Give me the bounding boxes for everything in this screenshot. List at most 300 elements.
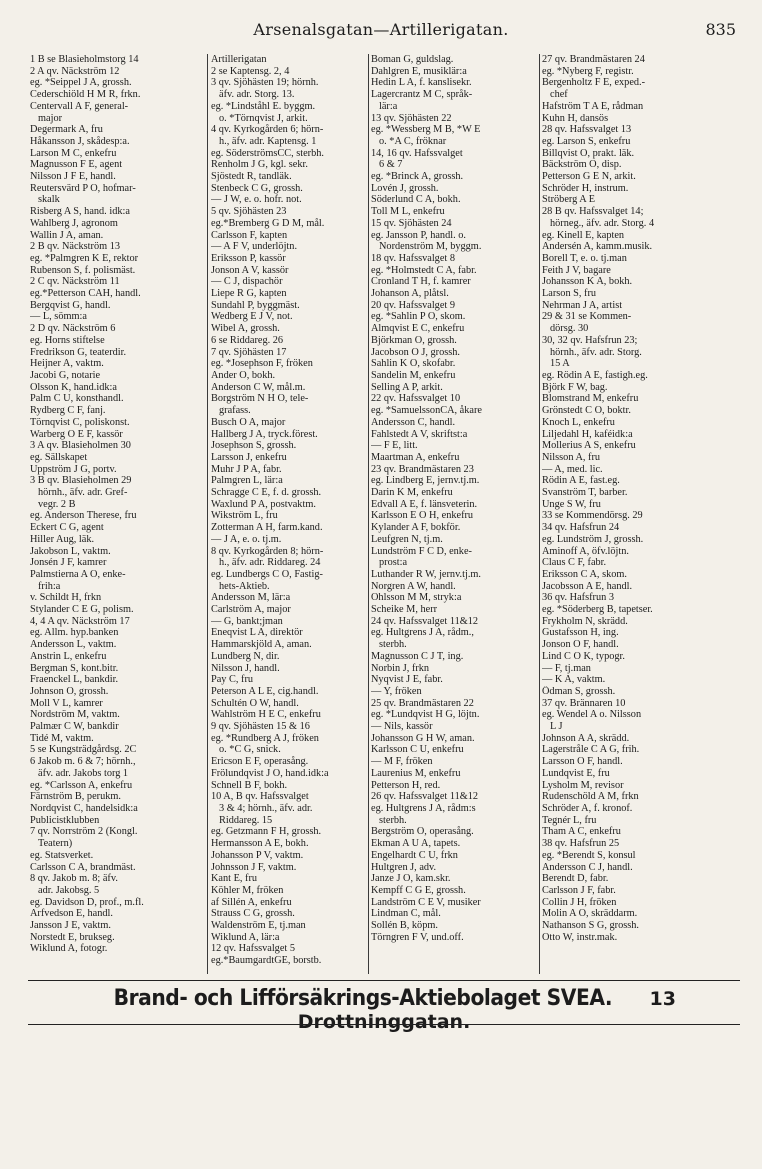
advert-bottom-rule bbox=[28, 1024, 740, 1025]
directory-entry: Söderlund C A, bokh. bbox=[371, 194, 461, 206]
directory-entry: eg. Anderson Therese, fru bbox=[30, 510, 137, 522]
directory-entry: eg.*BaumgardtGE, borstb. bbox=[211, 955, 322, 967]
directory-entry: Johansson G H W, aman. bbox=[371, 732, 475, 744]
directory-entry: eg. Horns stiftelse bbox=[30, 334, 105, 346]
directory-entry: 4, 4 A qv. Näckström 17 bbox=[30, 615, 130, 627]
directory-entry: Gustafsson H, ing. bbox=[542, 627, 619, 639]
directory-entry: Eneqvist L A, direktör bbox=[211, 627, 303, 639]
directory-entry: 12 qv. Hafssvalget 5 bbox=[211, 943, 295, 955]
directory-entry: Palmstierna A O, enke- bbox=[30, 568, 126, 580]
directory-entry: Larsson O F, handl. bbox=[542, 756, 623, 768]
directory-entry: Hammarskjöld A, aman. bbox=[211, 639, 312, 651]
directory-entry: Lindman C, mål. bbox=[371, 908, 441, 920]
directory-entry: vegr. 2 B bbox=[38, 498, 76, 510]
directory-entry: Wahlberg J, agronom bbox=[30, 217, 118, 229]
directory-entry: Lind C O K, typogr. bbox=[542, 650, 625, 662]
directory-entry: Bergenholtz F E, exped.- bbox=[542, 77, 646, 89]
directory-entry: 6 Jakob m. 6 & 7; hörnh., bbox=[30, 756, 136, 768]
directory-entry: skalk bbox=[38, 194, 60, 206]
directory-entry: eg. *Carlsson A, enkefru bbox=[30, 779, 133, 791]
directory-entry: v. Schildt H, frkn bbox=[30, 592, 102, 604]
directory-entry: Strauss C G, grossh. bbox=[211, 908, 295, 920]
directory-entry: Hallberg J A, tryck.förest. bbox=[211, 428, 318, 440]
directory-entry: Nordström M, vaktm. bbox=[30, 709, 120, 721]
directory-entry: eg. Hultgrens J A, rådm:s bbox=[371, 803, 476, 814]
directory-entry: 3 qv. Sjöhästen 19; hörnh. bbox=[211, 77, 319, 89]
directory-entry: Nilsson J F E, handl. bbox=[30, 171, 116, 183]
directory-entry: Carlsson J F, fabr. bbox=[542, 884, 616, 896]
directory-entry: äfv. adr. Storg. 13. bbox=[219, 89, 295, 101]
directory-entry: 20 qv. Hafssvalget 9 bbox=[371, 299, 455, 311]
directory-entry: eg. Lundbergs C O, Fastig- bbox=[211, 568, 323, 580]
directory-entry: Nilsson A, fru bbox=[542, 451, 601, 463]
directory-entry: 5 qv. Sjöhästen 23 bbox=[211, 206, 287, 218]
directory-entry: Waldenström E, tj.man bbox=[211, 920, 306, 932]
directory-column-3 bbox=[371, 54, 538, 974]
directory-entry: Petterson G E N, arkit. bbox=[542, 171, 636, 183]
directory-entry: hets-Aktieb. bbox=[219, 580, 270, 592]
directory-entry: 8 qv. Kyrkogården 8; hörn- bbox=[211, 545, 324, 557]
directory-entry: Johnson A A, skrädd. bbox=[542, 732, 630, 744]
directory-entry: Lundström F C D, enke- bbox=[371, 545, 472, 557]
directory-entry: 27 qv. Brandmästaren 24 bbox=[542, 54, 645, 65]
directory-entry: — A F V, underlöjtn. bbox=[211, 241, 298, 253]
directory-entry: 13 qv. Sjöhästen 22 bbox=[371, 112, 452, 124]
directory-entry: äfv. adr. Jakobs torg 1 bbox=[38, 767, 129, 779]
directory-entry: Bäckström O, disp. bbox=[542, 159, 622, 171]
directory-entry: — L, sömm:a bbox=[30, 311, 87, 323]
page-header bbox=[0, 18, 762, 46]
directory-entry: Dahlgren E, musiklär:a bbox=[371, 65, 467, 77]
page-title: Arsenalsgatan—Artillerigatan. bbox=[253, 20, 509, 39]
directory-entry: eg. *Holmstedt C A, fabr. bbox=[371, 264, 477, 276]
column-divider bbox=[368, 54, 369, 974]
directory-entry: 33 se Kommendörsg. 29 bbox=[542, 510, 643, 522]
directory-entry: Lovén J, grossh. bbox=[371, 182, 439, 194]
directory-entry: eg. *Lindståhl E. byggm. bbox=[211, 100, 316, 112]
directory-entry: 9 qv. Sjöhästen 15 & 16 bbox=[211, 721, 310, 733]
directory-entry: 1 B se Blasieholmstorg 14 bbox=[30, 54, 139, 65]
directory-entry: Zotterman A H, farm.kand. bbox=[211, 522, 323, 534]
directory-entry: 4 qv. Kyrkogården 6; hörn- bbox=[211, 124, 324, 136]
column-divider bbox=[207, 54, 208, 974]
directory-entry: Johansson P V, vaktm. bbox=[211, 849, 304, 861]
directory-entry: Bergman S, kont.bitr. bbox=[30, 662, 119, 674]
directory-entry: Carlström A, major bbox=[211, 604, 291, 616]
directory-entry: Tegnér L, fru bbox=[542, 814, 597, 826]
directory-entry: Magnusson F E, agent bbox=[30, 159, 123, 171]
directory-entry: Toll M L, enkefru bbox=[371, 206, 445, 218]
directory-entry: Unge S W, fru bbox=[542, 498, 601, 510]
directory-entry: 2 B qv. Näckström 13 bbox=[30, 241, 120, 253]
directory-entry: eg. *Wessberg M B, *W E bbox=[371, 124, 481, 136]
directory-entry: Feith J V, bagare bbox=[542, 264, 611, 276]
directory-entry: 15 A bbox=[550, 358, 570, 370]
directory-entry: lär:a bbox=[379, 100, 398, 112]
directory-entry: Frölundqvist J O, hand.idk:a bbox=[211, 767, 329, 779]
directory-entry: h., äfv. adr. Riddareg. 24 bbox=[219, 557, 321, 569]
directory-entry: eg.*Bremberg G D M, mål. bbox=[211, 217, 325, 229]
directory-entry: Aminoff A, öfv.löjtn. bbox=[542, 545, 629, 557]
directory-entry: dörsg. 30 bbox=[550, 323, 589, 335]
directory-entry: Björkman O, grossh. bbox=[371, 334, 457, 346]
directory-entry: Landström C E V, musiker bbox=[371, 896, 481, 908]
directory-entry: eg. Statsverket. bbox=[30, 849, 94, 861]
directory-entry: Tham A C, enkefru bbox=[542, 826, 621, 838]
directory-entry: 34 qv. Hafsfrun 24 bbox=[542, 522, 620, 534]
directory-entry: Nordqvist C, handelsidk:a bbox=[30, 803, 138, 814]
directory-entry: Cronland T H, f. kamrer bbox=[371, 276, 471, 288]
directory-entry: Rydberg C F, fanj. bbox=[30, 405, 106, 417]
directory-entry: Wallin J A, aman. bbox=[30, 229, 104, 241]
directory-entry: Fahlstedt A V, skriftst:a bbox=[371, 428, 468, 440]
directory-entry: Leufgren N, tj.m. bbox=[371, 533, 443, 545]
directory-entry: Schragge C E, f. d. grossh. bbox=[211, 487, 322, 499]
directory-entry: eg. Jansson P, handl. o. bbox=[371, 229, 466, 241]
directory-entry: 30, 32 qv. Hafsfrun 23; bbox=[542, 334, 638, 346]
directory-entry: Ödman S, grossh. bbox=[542, 685, 616, 697]
directory-entry: Bergqvist G, handl. bbox=[30, 299, 111, 311]
directory-entry: Ander O, bokh. bbox=[211, 369, 276, 381]
directory-entry: Kant E, fru bbox=[211, 873, 258, 885]
directory-entry: 6 & 7 bbox=[379, 159, 403, 171]
directory-entry: Jansson J E, vaktm. bbox=[30, 920, 111, 932]
directory-entry: Almqvist E C, enkefru bbox=[371, 323, 465, 335]
directory-entry: Larsson J, enkefru bbox=[211, 451, 287, 463]
directory-entry: Jacobi G, notarie bbox=[30, 369, 101, 381]
directory-entry: Laurenius M, enkefru bbox=[371, 767, 461, 779]
directory-entry: Svanström T, barber. bbox=[542, 487, 628, 499]
directory-entry: Nathanson S G, grossh. bbox=[542, 920, 639, 932]
directory-entry: L J bbox=[550, 721, 563, 733]
directory-entry: Ericson E F, operasång. bbox=[211, 756, 309, 768]
directory-entry: Cederschiöld H M R, frkn. bbox=[30, 89, 141, 101]
directory-entry: Sjöstedt R, tandläk. bbox=[211, 171, 292, 183]
directory-entry: eg. Kinell E, kapten bbox=[542, 229, 625, 241]
directory-entry: 18 qv. Hafssvalget 8 bbox=[371, 252, 455, 264]
directory-entry: — F E, litt. bbox=[371, 440, 418, 452]
directory-entry: eg. *Nyberg F, registr. bbox=[542, 65, 634, 77]
directory-entry: Wiklund A, fotogr. bbox=[30, 943, 108, 955]
directory-entry: grafass. bbox=[219, 405, 251, 417]
directory-entry: Ekman A U A, tapets. bbox=[371, 838, 461, 850]
directory-entry: Norbin J, frkn bbox=[371, 662, 430, 674]
directory-entry: Nyqvist J E, fabr. bbox=[371, 674, 443, 686]
directory-entry: Muhr J P A, fabr. bbox=[211, 463, 282, 475]
directory-entry: Anstrin L, enkefru bbox=[30, 650, 107, 662]
directory-entry: Borell T, e. o. tj.man bbox=[542, 252, 627, 264]
directory-entry: Hultgren J, adv. bbox=[371, 861, 437, 873]
directory-entry: Karlsson C U, enkefru bbox=[371, 744, 464, 756]
directory-entry: eg. Davidson D, prof., m.fl. bbox=[30, 896, 144, 908]
directory-entry: hörnh., äfv. adr. Storg. bbox=[550, 346, 642, 358]
column-divider bbox=[539, 54, 540, 974]
directory-entry: Stenbeck C G, grossh. bbox=[211, 182, 303, 194]
directory-entry: eg. *Söderberg B, tapetser. bbox=[542, 604, 653, 616]
directory-entry: Kuhn H, dansös bbox=[542, 112, 609, 124]
directory-entry: adr. Jakobsg. 5 bbox=[38, 884, 100, 896]
directory-entry: Johansson K A, bokh. bbox=[542, 276, 633, 288]
directory-entry: 36 qv. Hafsfrun 3 bbox=[542, 592, 614, 604]
directory-entry: Reutersvärd P O, hofmar- bbox=[30, 182, 136, 194]
directory-entry: Mollerius A S, enkefru bbox=[542, 440, 636, 452]
directory-entry: Billqvist O, prakt. läk. bbox=[542, 147, 635, 159]
directory-entry: Törnqvist C, poliskonst. bbox=[30, 416, 130, 428]
directory-entry: Kylander A F, bokför. bbox=[371, 522, 461, 534]
directory-entry: eg. *Josephson F, fröken bbox=[211, 358, 313, 370]
directory-entry: 5 se Kungsträdgårdsg. 2C bbox=[30, 744, 137, 756]
directory-entry: Larson M C, enkefru bbox=[30, 147, 117, 159]
directory-entry: Björk F W, bag. bbox=[542, 381, 608, 393]
directory-entry: sterbh. bbox=[379, 639, 407, 651]
directory-entry: Selling A P, arkit. bbox=[371, 381, 443, 393]
directory-entry: Darin K M, enkefru bbox=[371, 487, 453, 499]
directory-column-2 bbox=[211, 54, 367, 974]
directory-entry: eg. *Berendt S, konsul bbox=[542, 849, 636, 861]
directory-entry: Warberg O E F, kassör bbox=[30, 428, 123, 440]
directory-entry: Teatern) bbox=[38, 838, 73, 850]
directory-entry: eg. Lundström J, grossh. bbox=[542, 533, 644, 545]
directory-entry: sterbh. bbox=[379, 814, 407, 826]
directory-entry: eg. Allm. hyp.banken bbox=[30, 627, 119, 639]
directory-entry: 37 qv. Brännaren 10 bbox=[542, 697, 626, 709]
directory-entry: 25 qv. Brandmästaren 22 bbox=[371, 697, 474, 709]
directory-entry: eg. SöderströmsCC, sterbh. bbox=[211, 147, 324, 159]
directory-entry: eg. Sällskapet bbox=[30, 451, 88, 463]
directory-entry: Arfvedson E, handl. bbox=[30, 908, 113, 920]
directory-entry: Jonsén J F, kamrer bbox=[30, 557, 107, 569]
directory-entry: Jonson A V, kassör bbox=[211, 264, 289, 276]
directory-entry: Edvall A E, f. länsveterin. bbox=[371, 498, 478, 510]
directory-entry: Frykholm N, skrädd. bbox=[542, 615, 628, 627]
directory-entry: o. *A C, fröknar bbox=[379, 135, 447, 147]
directory-entry: 2 D qv. Näckström 6 bbox=[30, 323, 116, 335]
directory-entry: eg. Hultgrens J A, rådm., bbox=[371, 627, 474, 639]
directory-entry: Luthander R W, jernv.tj.m. bbox=[371, 568, 482, 580]
directory-entry: Boman G, guldslag. bbox=[371, 54, 454, 65]
directory-entry: Färnström B, perukm. bbox=[30, 791, 121, 803]
directory-entry: 24 qv. Hafssvalget 11&12 bbox=[371, 615, 479, 627]
directory-entry: 22 qv. Hafssvalget 10 bbox=[371, 393, 461, 405]
directory-entry: Lundberg N, dir. bbox=[211, 650, 280, 662]
directory-entry: Degermark A, fru bbox=[30, 124, 103, 136]
directory-entry: Jonson O F, handl. bbox=[542, 639, 619, 651]
directory-entry: eg. Getzmann F H, grossh. bbox=[211, 826, 322, 838]
directory-entry: Andersson C, handl. bbox=[371, 416, 456, 428]
directory-entry: Liljedahl H, kaféidk:a bbox=[542, 428, 633, 440]
directory-entry: Palm C U, konsthandl. bbox=[30, 393, 124, 405]
directory-entry: Moll V L, kamrer bbox=[30, 697, 103, 709]
directory-entry: o. *C G, snick. bbox=[219, 744, 281, 756]
directory-entry: — G, bankt;jman bbox=[211, 615, 283, 627]
directory-entry: Jakobson L, vaktm. bbox=[30, 545, 111, 557]
directory-entry: Schultén O W, handl. bbox=[211, 697, 299, 709]
directory-entry: prost:a bbox=[379, 557, 408, 569]
directory-entry: Janze J O, kam.skr. bbox=[371, 873, 451, 885]
directory-entry: — Y, fröken bbox=[371, 685, 422, 697]
directory-entry: Köhler M, fröken bbox=[211, 884, 284, 896]
directory-entry: — F, tj.man bbox=[542, 662, 591, 674]
directory-entry: Norgren A W, handl. bbox=[371, 580, 456, 592]
directory-entry: Uppström J G, portv. bbox=[30, 463, 117, 475]
directory-entry: Wedberg E J V, not. bbox=[211, 311, 293, 323]
directory-entry: Wikström L, fru bbox=[211, 510, 278, 522]
directory-entry: 29 & 31 se Kommen- bbox=[542, 311, 632, 323]
directory-entry: Borgström N H O, tele- bbox=[211, 393, 309, 405]
directory-entry: Nilsson J, handl. bbox=[211, 662, 280, 674]
directory-entry: af Sillén A, enkefru bbox=[211, 896, 292, 908]
directory-entry: — Nils, kassör bbox=[371, 721, 433, 733]
directory-entry: Riddareg. 15 bbox=[219, 814, 273, 826]
directory-entry: Peterson A L E, cig.handl. bbox=[211, 685, 319, 697]
directory-entry: 3 & 4; hörnh., äfv. adr. bbox=[219, 803, 313, 814]
directory-entry: Larson S, fru bbox=[542, 288, 597, 300]
directory-entry: Lundqvist E, fru bbox=[542, 767, 610, 779]
directory-entry: Wahlström H E C, enkefru bbox=[211, 709, 321, 721]
directory-entry: Sandelin M, enkefru bbox=[371, 369, 456, 381]
directory-entry: Hafström T A E, rådman bbox=[542, 100, 644, 112]
directory-entry: hörnh., äfv. adr. Gref- bbox=[38, 487, 128, 499]
directory-entry: eg. *Seippel J A, grossh. bbox=[30, 77, 132, 89]
directory-entry: eg. *Palmgren K E, rektor bbox=[30, 252, 139, 264]
directory-entry: Rödin A E, fast.eg. bbox=[542, 475, 620, 487]
directory-entry: 7 qv. Sjöhästen 17 bbox=[211, 346, 287, 358]
directory-entry: Heijner A, vaktm. bbox=[30, 358, 104, 370]
directory-entry: 28 qv. Hafssvalget 13 bbox=[542, 124, 632, 136]
directory-entry: eg. Lindberg E, jernv.tj.m. bbox=[371, 475, 480, 487]
directory-entry: 2 C qv. Näckström 11 bbox=[30, 276, 120, 288]
directory-entry: — M F, fröken bbox=[371, 756, 433, 768]
directory-entry: Engelhardt C U, frkn bbox=[371, 849, 458, 861]
directory-entry: Nehrman J A, artist bbox=[542, 299, 623, 311]
directory-entry: 26 qv. Hafssvalget 11&12 bbox=[371, 791, 479, 803]
directory-entry: Hedin L A, f. kanslisekr. bbox=[371, 77, 472, 89]
directory-entry: Otto W, instr.mak. bbox=[542, 931, 618, 943]
directory-entry: Eriksson P, kassör bbox=[211, 252, 286, 264]
directory-entry: Sahlin K O, skofabr. bbox=[371, 358, 456, 370]
directory-entry: Grönstedt C O, boktr. bbox=[542, 405, 631, 417]
directory-entry: Magnusson C J T, ing. bbox=[371, 650, 464, 662]
directory-entry: Johanson A, plåtsl. bbox=[371, 288, 449, 300]
directory-entry: Stylander C E G, polism. bbox=[30, 604, 134, 616]
directory-entry: Palmær C W, bankdir bbox=[30, 721, 119, 733]
directory-entry: 28 B qv. Hafssvalget 14; bbox=[542, 206, 644, 218]
directory-entry: Tidé M, vaktm. bbox=[30, 732, 94, 744]
directory-entry: Jacobsson A E, handl. bbox=[542, 580, 633, 592]
directory-entry: Kempff C G E, grossh. bbox=[371, 884, 466, 896]
directory-entry: Norstedt E, brukseg. bbox=[30, 931, 115, 943]
directory-entry: Johnsson J F, vaktm. bbox=[211, 861, 297, 873]
directory-entry: Lysholm M, revisor bbox=[542, 779, 624, 791]
directory-entry: — J W, e. o. hofr. not. bbox=[211, 194, 302, 206]
directory-entry: Lagercrantz M C, språk- bbox=[371, 89, 473, 101]
directory-entry: Collin J H, fröken bbox=[542, 896, 617, 908]
directory-entry: Andersson C J, handl. bbox=[542, 861, 633, 873]
directory-entry: Knoch L, enkefru bbox=[542, 416, 615, 428]
directory-column-1 bbox=[30, 54, 206, 974]
directory-entry: major bbox=[38, 112, 63, 124]
directory-entry: hörneg., äfv. adr. Storg. 4 bbox=[550, 217, 655, 229]
directory-entry: Johnson O, grossh. bbox=[30, 685, 109, 697]
directory-entry: eg. *Brinck A, grossh. bbox=[371, 171, 464, 183]
directory-entry: Jacobson O J, grossh. bbox=[371, 346, 460, 358]
directory-entry: 2 se Kaptensg. 2, 4 bbox=[211, 65, 290, 77]
directory-entry: Waxlund P A, postvaktm. bbox=[211, 498, 316, 510]
directory-entry: Palmgren L, lär:a bbox=[211, 475, 283, 487]
directory-entry: 8 qv. Jakob m. 8; äfv. bbox=[30, 873, 118, 885]
directory-entry: eg.*Petterson CAH, handl. bbox=[30, 288, 141, 300]
directory-entry: Bergström O, operasång. bbox=[371, 826, 474, 838]
directory-entry: Eriksson C A, skom. bbox=[542, 568, 627, 580]
directory-entry: Claus C F, fabr. bbox=[542, 557, 607, 569]
directory-entry: Molin A O, skräddarm. bbox=[542, 908, 638, 920]
directory-entry: 14, 16 qv. Hafssvalget bbox=[371, 147, 463, 159]
directory-entry: Ströberg A E bbox=[542, 194, 596, 206]
directory-entry: Scheike M, herr bbox=[371, 604, 438, 616]
directory-entry: o. *Törnqvist J, arkit. bbox=[219, 112, 308, 124]
directory-entry: frih:a bbox=[38, 580, 61, 592]
directory-entry: 23 qv. Brandmästaren 23 bbox=[371, 463, 474, 475]
directory-entry: 3 B qv. Blasieholmen 29 bbox=[30, 475, 132, 487]
directory-entry: eg. *Rundberg A J, fröken bbox=[211, 732, 319, 744]
directory-entry: — C J, dispachör bbox=[211, 276, 283, 288]
directory-entry: 15 qv. Sjöhästen 24 bbox=[371, 217, 452, 229]
directory-entry: Karlsson E O H, enkefru bbox=[371, 510, 474, 522]
advert-top-rule bbox=[28, 980, 740, 981]
directory-entry: eg. Wendel A o. Nilsson bbox=[542, 709, 642, 721]
directory-entry: 6 se Riddareg. 26 bbox=[211, 334, 284, 346]
directory-entry: Schröder A, f. kronof. bbox=[542, 803, 633, 814]
directory-entry: Schröder H, instrum. bbox=[542, 182, 629, 194]
directory-entry: Carlsson C A, brandmäst. bbox=[30, 861, 136, 873]
directory-entry: Anderson C W, mål.m. bbox=[211, 381, 306, 393]
directory-entry: Nordenström M, byggm. bbox=[379, 241, 482, 253]
directory-entry: Berendt D, fabr. bbox=[542, 873, 609, 885]
directory-entry: Andersén A, kamm.musik. bbox=[542, 241, 653, 253]
directory-entry: Schnell B F, bokh. bbox=[211, 779, 288, 791]
advertisement-address: 13 Drottninggatan. bbox=[297, 988, 676, 1033]
directory-entry: Renholm J G, kgl. sekr. bbox=[211, 159, 308, 171]
page-number: 835 bbox=[705, 20, 736, 39]
directory-entry: — A, med. lic. bbox=[542, 463, 603, 475]
directory-entry: Andersson M, lär:a bbox=[211, 592, 291, 604]
directory-entry: Maartman A, enkefru bbox=[371, 451, 460, 463]
directory-entry: Ohlsson M M, stryk:a bbox=[371, 592, 462, 604]
directory-entry: eg. Larson S, enkefru bbox=[542, 135, 631, 147]
directory-entry: Artillerigatan bbox=[211, 54, 267, 65]
directory-entry: Liepe R G, kapten bbox=[211, 288, 287, 300]
directory-entry: Eckert C G, agent bbox=[30, 522, 104, 534]
directory-entry: Petterson H, red. bbox=[371, 779, 441, 791]
directory-entry: — J A, e. o. tj.m. bbox=[211, 533, 282, 545]
directory-entry: 38 qv. Hafsfrun 25 bbox=[542, 838, 620, 850]
directory-entry: Lagerstråle C A G, frih. bbox=[542, 744, 640, 756]
directory-entry: Risberg A S, hand. idk:a bbox=[30, 206, 130, 218]
directory-entry: eg. *SamuelssonCA, åkare bbox=[371, 405, 482, 417]
directory-entry: Fraenckel L, bankdir. bbox=[30, 674, 119, 686]
directory-entry: Josephson S, grossh. bbox=[211, 440, 297, 452]
directory-entry: chef bbox=[550, 89, 568, 101]
directory-entry: Wiklund A, lär:a bbox=[211, 931, 280, 943]
advertisement-banner bbox=[28, 986, 740, 1033]
directory-column-4 bbox=[542, 54, 742, 974]
directory-entry: 10 A, B qv. Hafssvalget bbox=[211, 791, 309, 803]
directory-entry: Olsson K, hand.idk:a bbox=[30, 381, 117, 393]
directory-entry: 2 A qv. Näckström 12 bbox=[30, 65, 120, 77]
directory-entry: eg. *Lundqvist H G, löjtn. bbox=[371, 709, 480, 721]
directory-entry: Hiller Aug, läk. bbox=[30, 533, 95, 545]
directory-entry: Rubenson S, f. polismäst. bbox=[30, 264, 136, 276]
